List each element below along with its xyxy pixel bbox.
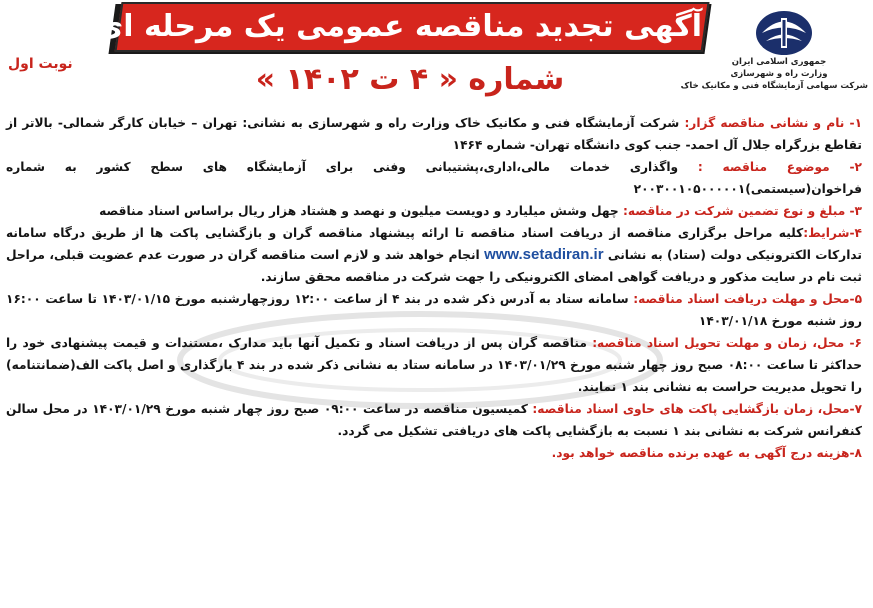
- item-text: چهل وشش میلیارد و دویست میلیون و نهصد و هشتاد هزار ریال براساس اسناد مناقصه: [99, 204, 623, 218]
- item-label: ۴-شرایط:: [803, 226, 862, 240]
- item-label: ۳- مبلغ و نوع تضمین شرکت در مناقصه:: [622, 204, 862, 218]
- org-line-ministry: وزارت راه و شهرسازی: [730, 69, 828, 79]
- item-label: ۶- محل، زمان و مهلت تحویل اسناد مناقصه:: [592, 336, 862, 350]
- organization-name: [680, 56, 868, 92]
- item-label: ۷-محل، زمان بازگشایی پاکت های حاوی اسناد مناقصه:: [532, 402, 863, 416]
- org-line-company: شرکت سهامی آزمایشگاه فنی و مکانیک خاک: [680, 81, 868, 91]
- item-2: [6, 156, 862, 200]
- setadiran-link[interactable]: www.setadiran.ir: [484, 246, 604, 263]
- item-text-continued: انجام خواهد شد و لازم است مناقصه گران در صورت عدم عضویت قبلی، مراحل ثبت نام در سایت مذکور و دریافت گواهی امضای الکترونیکی را جهت شرکت در مناقصه محقق سازند.: [6, 248, 862, 284]
- item-1: [6, 112, 862, 156]
- item-7: [6, 398, 862, 442]
- item-6: [6, 332, 862, 398]
- item-text: کمیسیون مناقصه در ساعت ۰۹:۰۰ صبح روز چهار شنبه مورخ ۱۴۰۳/۰۱/۲۹ در محل سالن کنفرانس شرکت به نشانی بند ۱ نسبت به بازگشایی پاکت های دریافتی تشکیل می گردد.: [6, 402, 862, 438]
- publication-round: نوبت اول: [8, 56, 73, 72]
- item-text: مناقصه گران پس از دریافت اسناد و تکمیل آنها باید مدارک ،مستندات و قیمت پیشنهادی خود را حداکثر تا ساعت ۰۸:۰۰ صبح روز چهار شنبه مورخ ۱۴۰۳/۰۱/۲۹ در سامانه ستاد به نشانی ذکر شده در بند ۴ بارگذاری و اصل پاکت الف(ضمانتنامه) را تحویل مدیریت حراست به نشانی بند ۱ نمایند.: [6, 336, 862, 394]
- ministry-logo-icon: [752, 8, 816, 58]
- item-text: واگذاری خدمات مالی،اداری،پشتیبانی وفنی برای آزمایشگاه های سطح کشور به شماره فراخوان(سیستمی)۲۰۰۳۰۰۱۰۵۰۰۰۰۰۱: [6, 160, 862, 196]
- item-5: [6, 288, 862, 332]
- item-text: کلیه مراحل برگزاری مناقصه از دریافت اسناد مناقصه تا ارائه پیشنهاد مناقصه گران و بازگشایی پاکت ها از طریق درگاه سامانه تدارکات الکترونیکی دولت (ستاد) به نشانی: [6, 226, 862, 262]
- item-label: ۵-محل و مهلت دریافت اسناد مناقصه:: [633, 292, 863, 306]
- item-3: [6, 200, 862, 222]
- item-4: [6, 222, 862, 288]
- item-label: ۸-هزینه درج آگهی به عهده برنده مناقصه خواهد بود.: [551, 446, 862, 460]
- item-text: سامانه ستاد به آدرس ذکر شده در بند ۴ از ساعت ۱۲:۰۰ روزچهارشنبه مورخ ۱۴۰۳/۰۱/۱۵ تا ساعت ۱۶:۰۰ روز شنبه مورخ ۱۴۰۳/۰۱/۱۸: [6, 292, 862, 328]
- item-8: [6, 442, 862, 464]
- item-label: ۱- نام و نشانی مناقصه گزار:: [684, 116, 863, 130]
- notice-number: شماره « ۴ ت ۱۴۰۲ »: [255, 62, 565, 97]
- item-text: شرکت آزمایشگاه فنی و مکانیک خاک وزارت راه و شهرسازی به نشانی: تهران – خیابان کارگر شمالی- بالاتر از تقاطع بزرگراه جلال آل احمد- جنب کوی دانشگاه تهران- شماره ۱۴۶۴: [6, 116, 862, 152]
- item-label: ۲- موضوع مناقصه :: [697, 160, 862, 174]
- org-line-country: جمهوری اسلامی ایران: [731, 57, 827, 67]
- notice-title: آگهی تجدید مناقصه عمومی یک مرحله ای: [95, 9, 702, 44]
- notice-body: [6, 112, 862, 604]
